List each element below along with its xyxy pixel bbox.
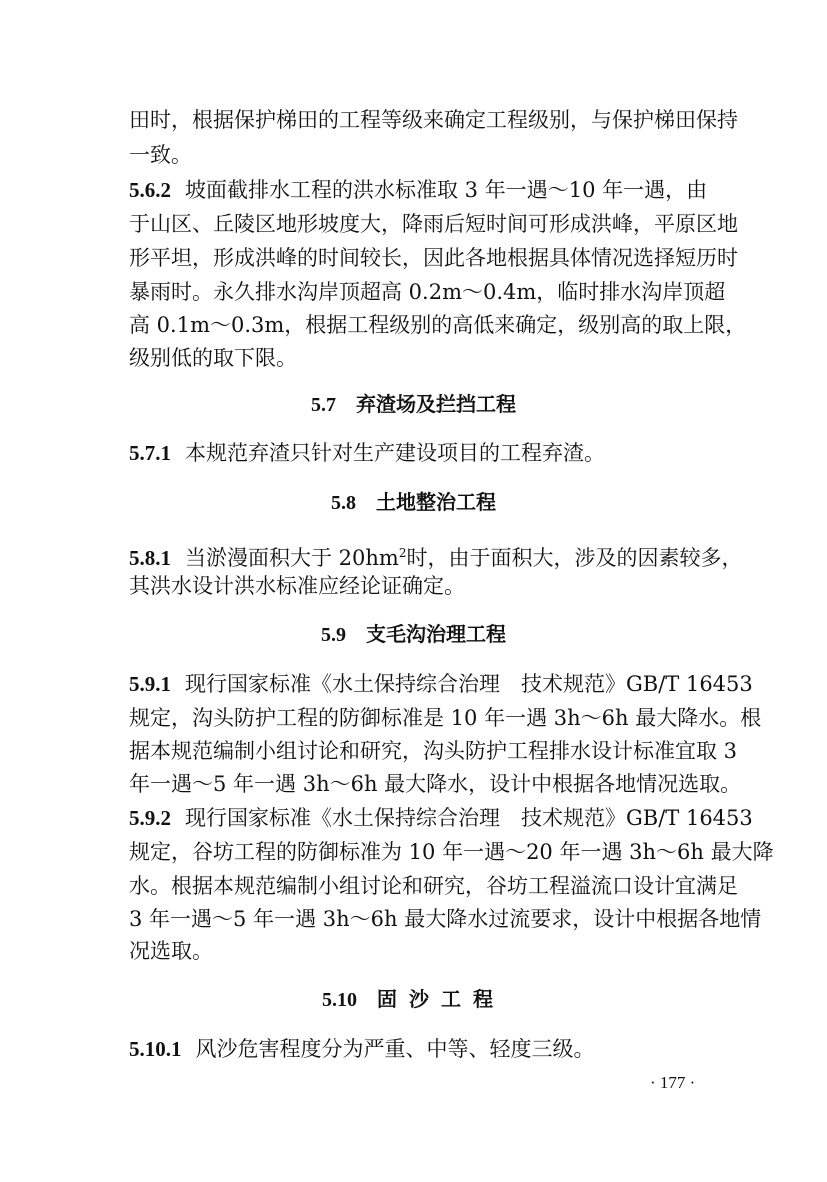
superscript: 2	[398, 546, 407, 560]
section-number: 5.7	[311, 394, 336, 416]
section-number: 5.9	[321, 624, 346, 646]
clause-number: 5.8.1	[129, 546, 171, 570]
clause-5-7-1	[129, 441, 605, 465]
body-line: 现行国家标准《水土保持综合治理 技术规范》GB/T 16453	[185, 672, 753, 696]
body-line: 规定，沟头防护工程的防御标准是 10 年一遇 3h～6h 最大降水。根	[129, 706, 762, 730]
body-line: 水。根据本规范编制小组讨论和研究，谷坊工程溢流口设计宜满足	[129, 874, 738, 898]
body-line: 规定，谷坊工程的防御标准为 10 年一遇～20 年一遇 3h～6h 最大降	[129, 840, 774, 864]
clause-5-9-1	[129, 672, 753, 696]
body-line: 坡面截排水工程的洪水标准取 3 年一遇～10 年一遇，由	[185, 178, 708, 202]
page-number: · 177 ·	[650, 1073, 696, 1092]
clause-5-8-1	[129, 541, 743, 570]
body-text: 时，由于面积大，涉及的因素较多，	[406, 546, 743, 570]
section-heading-5-8	[0, 490, 827, 514]
clause-number: 5.9.2	[129, 806, 171, 830]
clause-number: 5.9.1	[129, 672, 171, 696]
section-heading-5-7	[0, 392, 827, 416]
section-number: 5.8	[331, 492, 356, 514]
body-line: 据本规范编制小组讨论和研究，沟头防护工程排水设计标准宜取 3	[129, 739, 738, 763]
section-heading-5-10	[0, 987, 827, 1011]
clause-5-6-2	[129, 178, 707, 202]
body-line: 年一遇～5 年一遇 3h～6h 最大降水，设计中根据各地情况选取。	[129, 772, 742, 796]
body-line: 一致。	[129, 143, 192, 167]
section-title: 弃渣场及拦挡工程	[356, 392, 516, 416]
section-title: 土地整治工程	[376, 490, 496, 514]
section-heading-5-9	[0, 622, 827, 646]
body-line: 高 0.1m～0.3m，根据工程级别的高低来确定，级别高的取上限，	[129, 313, 747, 337]
body-line: 况选取。	[129, 939, 213, 963]
clause-number: 5.10.1	[129, 1037, 182, 1061]
clause-number: 5.7.1	[129, 441, 171, 465]
clause-number: 5.6.2	[129, 178, 171, 202]
section-title: 支毛沟治理工程	[366, 622, 506, 646]
body-line: 本规范弃渣只针对生产建设项目的工程弃渣。	[185, 441, 605, 465]
body-text: 当淤漫面积大于 20hm	[185, 546, 399, 570]
body-line: 风沙危害程度分为严重、中等、轻度三级。	[195, 1037, 595, 1061]
body-line: 3 年一遇～5 年一遇 3h～6h 最大降水过流要求，设计中根据各地情	[129, 907, 762, 931]
body-line: 现行国家标准《水土保持综合治理 技术规范》GB/T 16453	[185, 806, 753, 830]
body-line: 形平坦，形成洪峰的时间较长，因此各地根据具体情况选择短历时	[129, 246, 738, 270]
body-line: 级别低的取下限。	[129, 346, 297, 370]
body-line: 于山区、丘陵区地形坡度大，降雨后短时间可形成洪峰，平原区地	[129, 212, 738, 236]
section-title: 固沙工程	[377, 987, 505, 1011]
body-line: 暴雨时。永久排水沟岸顶超高 0.2m～0.4m，临时排水沟岸顶超	[129, 280, 726, 304]
body-line: 田时，根据保护梯田的工程等级来确定工程级别，与保护梯田保持	[129, 108, 738, 132]
clause-5-9-2	[129, 806, 753, 830]
clause-5-10-1	[129, 1037, 595, 1061]
section-number: 5.10	[322, 989, 357, 1011]
body-line: 其洪水设计洪水标准应经论证确定。	[129, 574, 465, 598]
